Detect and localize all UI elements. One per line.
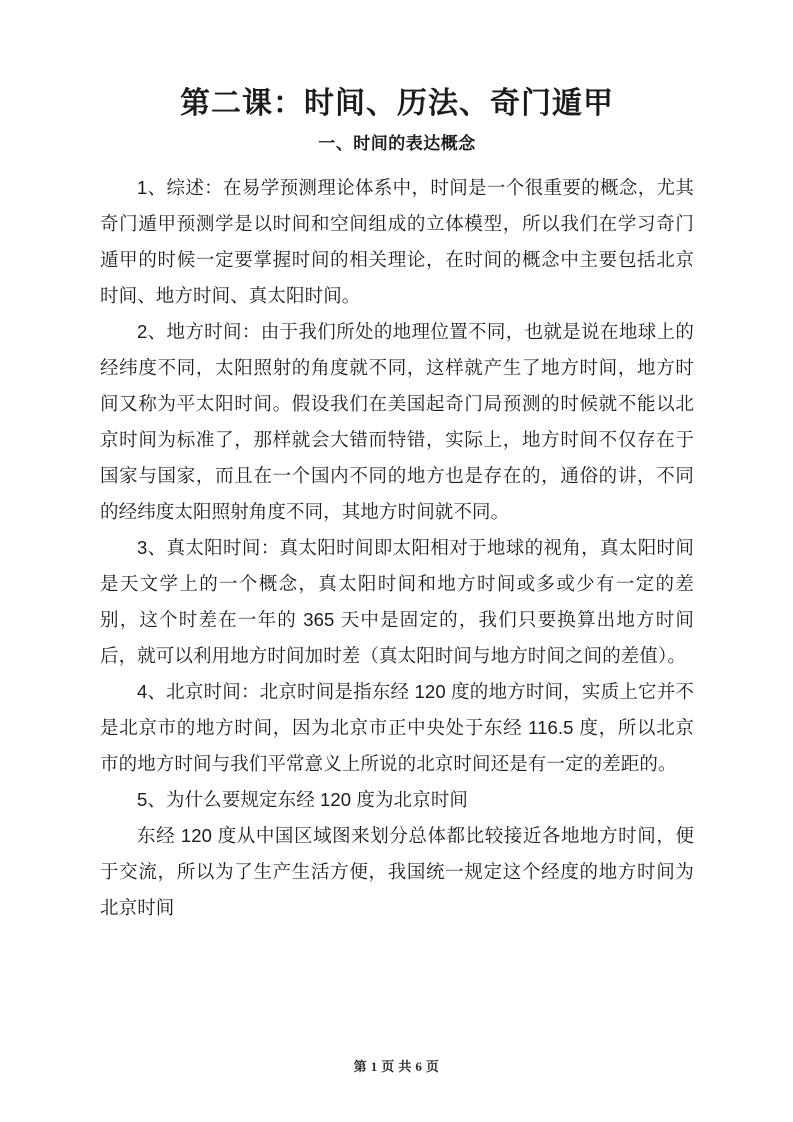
- document-content: [100, 0, 694, 926]
- paragraph-6: 东经 120 度从中国区域图来划分总体都比较接近各地地方时间，便于交流，所以为了生产生活方便，我国统一规定这个经度的地方时间为北京时间: [100, 825, 694, 918]
- page-title: 第二课：时间、历法、奇门遁甲: [180, 87, 614, 120]
- paragraph-1: 1、综述：在易学预测理论体系中，时间是一个很重要的概念，尤其奇门遁甲预测学是以时间和空间组成的立体模型，所以我们在学习奇门遁甲的时候一定要掌握时间的相关理论，在时间的概念中主要包括北京时间、地方时间、真太阳时间。: [100, 177, 694, 306]
- section-subtitle: 一、时间的表达概念: [318, 134, 476, 153]
- paragraph-5: 5、为什么要规定东经 120 度为北京时间: [137, 789, 469, 810]
- paragraph-3: 3、真太阳时间：真太阳时间即太阳相对于地球的视角，真太阳时间是天文学上的一个概念，真太阳时间和地方时间或多或少有一定的差别，这个时差在一年的 365 天中是固定的，我们只要换算出地方时间后，就可以利用地方时间加时差（真太阳时间与地方时间之间的差值）。: [100, 537, 694, 666]
- paragraph-4: 4、北京时间：北京时间是指东经 120 度的地方时间，实质上它并不是北京市的地方时间，因为北京市正中央处于东经 116.5 度，所以北京市的地方时间与我们平常意义上所说的北京时间还是有一定的差距的。: [100, 681, 694, 774]
- body-text-block: [100, 170, 694, 926]
- paragraph-2: 2、地方时间：由于我们所处的地理位置不同，也就是说在地球上的经纬度不同，太阳照射的角度就不同，这样就产生了地方时间，地方时间又称为平太阳时间。假设我们在美国起奇门局预测的时候就不能以北京时间为标准了，那样就会大错而特错，实际上，地方时间不仅存在于国家与国家，而且在一个国内不同的地方也是存在的，通俗的讲，不同的经纬度太阳照射角度不同，其地方时间就不同。: [100, 321, 694, 522]
- page-footer: 第 1 页 共 6 页: [353, 1059, 440, 1074]
